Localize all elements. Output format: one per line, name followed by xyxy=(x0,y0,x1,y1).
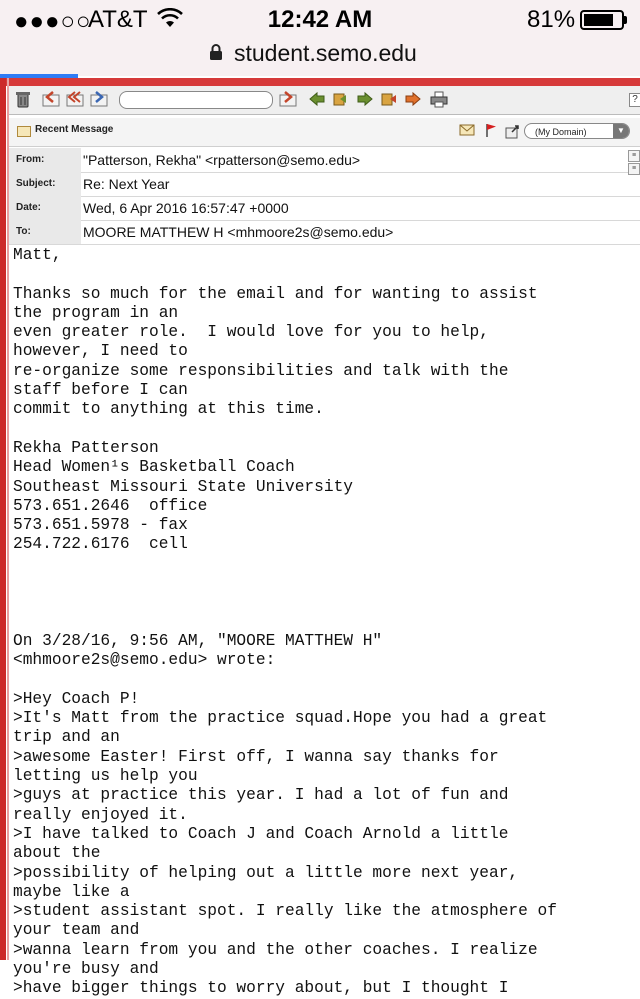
forward-arrow-icon[interactable] xyxy=(403,90,423,110)
from-label: From: xyxy=(9,148,81,172)
app-frame-top xyxy=(0,78,640,86)
move-to-folder-icon[interactable] xyxy=(505,123,521,143)
header-toggle-icon[interactable]: ≡ xyxy=(628,150,640,162)
from-value[interactable]: "Patterson, Rekha" <rpatterson@semo.edu> xyxy=(83,152,361,168)
message-body: Matt, Thanks so much for the email and for wanting to assist the program in an even greater role. I would love for you to help, however, I need to re-organize some responsibilities and talk with the staff before I can commit to anything at this time. Rekha Patterson Head Women¹s Basketball Coach Southeast Missouri State University 573.651.2646 office 573.651.5978 - fax 254.722.6176 cell On 3/28/16, 9:56 AM, "MOORE MATTHEW H" <mhmoore2s@semo.edu> wrote: >Hey Coach P! >It's Matt from the practice squad.Hope you had a great trip and an >awesome Easter! First off, I wanna say thanks for letting us help you >guys at practice this year. I had a lot of fun and really enjoyed it. >I have talked to Coach J and Coach Arnold a little about the >possibility of helping out a little more next year, maybe like a >student assistant spot. I really like the atmosphere of your team and >wanna learn from you and the other coaches. I realize you're busy and >have bigger things to worry about, but I thought I xyxy=(13,246,557,998)
reply-icon[interactable] xyxy=(41,90,61,110)
signal-strength-icon: ●●●○○ xyxy=(14,8,92,35)
next-arrow-icon[interactable] xyxy=(355,90,375,110)
header-row-to xyxy=(9,220,640,245)
battery-percent: 81% xyxy=(527,6,576,33)
chevron-down-icon: ▼ xyxy=(613,124,629,138)
header-options-icon[interactable]: ≡ xyxy=(628,163,640,175)
battery-icon xyxy=(580,10,624,30)
header-row-from xyxy=(9,148,640,173)
to-value[interactable]: MOORE MATTHEW H <mhmoore2s@semo.edu> xyxy=(83,224,394,240)
header-row-date xyxy=(9,196,640,221)
move-icon[interactable] xyxy=(331,90,351,110)
copy-icon[interactable] xyxy=(379,90,399,110)
date-label: Date: xyxy=(9,196,81,220)
flag-icon[interactable] xyxy=(485,123,497,141)
lock-icon xyxy=(209,44,223,60)
domain-select-value: (My Domain) xyxy=(535,127,587,137)
help-icon[interactable]: ? xyxy=(629,93,640,107)
reply-all-icon[interactable] xyxy=(65,90,85,110)
mail-icon[interactable] xyxy=(459,123,475,141)
ios-status-bar xyxy=(0,0,640,76)
search-go-icon[interactable] xyxy=(278,90,298,110)
mail-toolbar xyxy=(9,86,640,115)
message-panel-bar xyxy=(9,118,640,147)
url-bar[interactable]: student.semo.edu xyxy=(234,40,417,66)
envelope-icon xyxy=(17,126,31,137)
panel-title: Recent Message xyxy=(35,124,114,135)
subject-label: Subject: xyxy=(9,172,81,196)
clock: 12:42 AM xyxy=(267,6,373,33)
search-input[interactable] xyxy=(119,91,273,109)
carrier-name: AT&T xyxy=(88,6,148,33)
forward-icon[interactable] xyxy=(89,90,109,110)
header-row-subject xyxy=(9,172,640,197)
print-icon[interactable] xyxy=(429,90,449,110)
subject-value: Re: Next Year xyxy=(83,176,170,192)
battery-tip xyxy=(624,16,627,24)
date-value: Wed, 6 Apr 2016 16:57:47 +0000 xyxy=(83,200,289,216)
battery-level-fill xyxy=(584,14,613,26)
trash-icon[interactable] xyxy=(13,90,33,110)
app-frame-left xyxy=(0,78,6,960)
domain-select[interactable] xyxy=(524,123,630,139)
to-label: To: xyxy=(9,220,81,244)
previous-arrow-icon[interactable] xyxy=(307,90,327,110)
